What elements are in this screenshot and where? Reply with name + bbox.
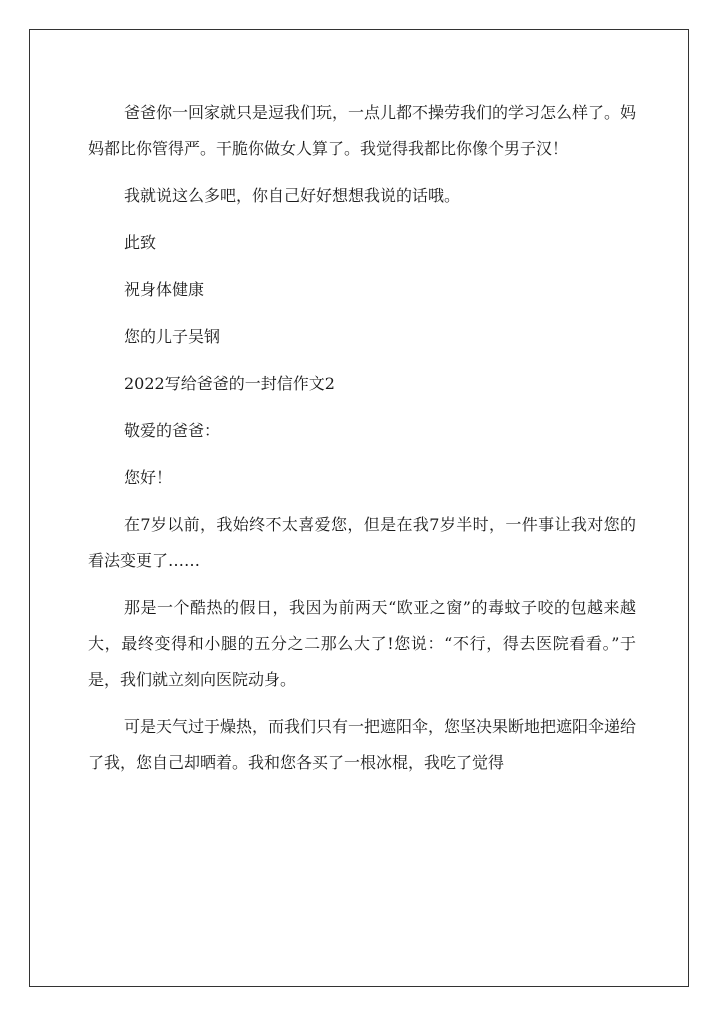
paragraph-3: 在7岁以前，我始终不太喜爱您，但是在我7岁半时，一件事让我对您的看法变更了……	[88, 515, 636, 570]
paragraph-4: 那是一个酷热的假日，我因为前两天“欧亚之窗”的毒蚊子咬的包越来越大，最终变得和小腿的五分之二那么大了!您说：“不行，得去医院看看。”于是，我们就立刻向医院动身。	[88, 598, 636, 689]
document-body	[88, 95, 636, 792]
paragraph-5: 可是天气过于燥热，而我们只有一把遮阳伞，您坚决果断地把遮阳伞递给了我，您自己却晒着。我和您各买了一根冰棍，我吃了觉得	[88, 717, 637, 772]
paragraph-2: 我就说这么多吧，你自己好好想想我说的话哦。	[124, 186, 461, 205]
hello-line: 您好！	[124, 468, 173, 487]
paragraph-1: 爸爸你一回家就只是逗我们玩，一点儿都不操劳我们的学习怎么样了。妈妈都比你管得严。干脆你做女人算了。我觉得我都比你像个男子汉！	[88, 103, 637, 158]
closing-wish: 祝身体健康	[124, 280, 205, 299]
closing-salutation: 此致	[124, 233, 157, 252]
essay-title: 2022写给爸爸的一封信作文2	[124, 374, 335, 393]
signature: 您的儿子吴钢	[124, 327, 221, 346]
greeting: 敬爱的爸爸：	[124, 421, 221, 440]
